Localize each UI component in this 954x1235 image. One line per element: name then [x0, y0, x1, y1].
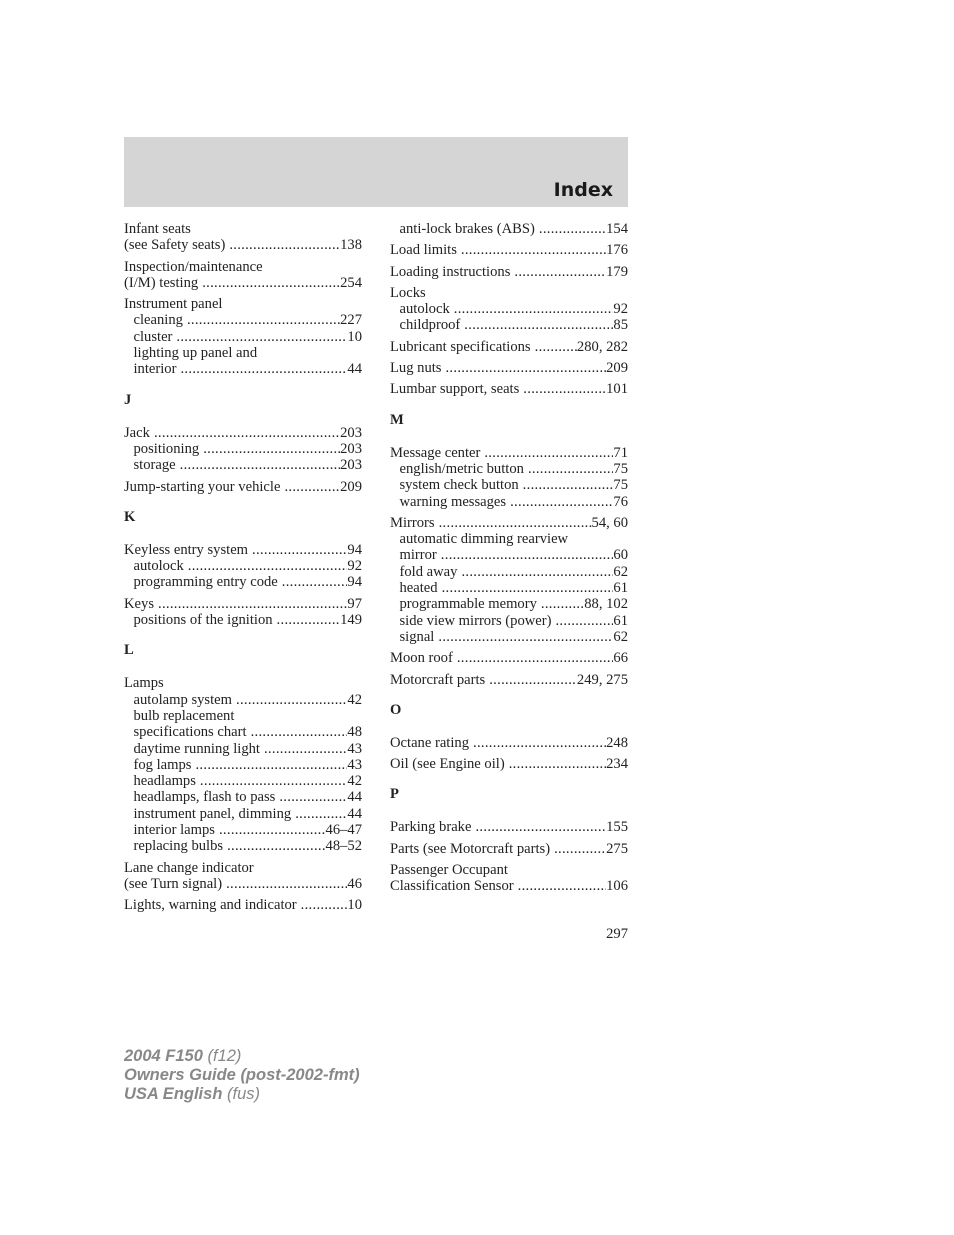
index-entry [390, 735, 628, 751]
index-subentry-line [390, 613, 628, 629]
entry-text: Message center [390, 444, 481, 461]
page-reference: 10 [347, 897, 362, 914]
index-letter-heading: L [124, 642, 134, 659]
entry-text: interior lamps [133, 822, 215, 839]
entry-text: Instrument panel [124, 296, 223, 313]
index-entry-line [124, 259, 362, 275]
entry-text: interior [133, 361, 177, 378]
entry-text: (see Turn signal) [124, 875, 223, 892]
footer-model-code: (f12) [207, 1047, 242, 1065]
entry-text: lighting up panel and [133, 345, 258, 362]
page-reference: 179 [606, 263, 628, 280]
index-subentry-line [124, 838, 362, 854]
page-reference: 62 [613, 563, 628, 580]
dot-leader [475, 819, 606, 835]
dot-leader [454, 301, 614, 317]
entry-text: cluster [133, 328, 173, 345]
page-reference: 44 [347, 805, 362, 822]
index-subentry-line [390, 301, 628, 317]
dot-leader [539, 221, 606, 237]
entry-text: anti-lock brakes (ABS) [399, 221, 535, 237]
page-reference: 48 [347, 724, 362, 741]
index-entry-line [390, 339, 628, 355]
index-entry-line [124, 596, 362, 612]
dot-leader [301, 897, 348, 913]
index-entry-line [124, 675, 362, 691]
page-reference: 275 [606, 840, 628, 857]
page-reference: 48–52 [325, 838, 362, 855]
index-subentry-line [390, 477, 628, 493]
dot-leader [439, 515, 592, 531]
index-subentry-line [390, 317, 628, 333]
index-entry [390, 650, 628, 666]
index-entry-line [124, 221, 362, 237]
entry-text: Classification Sensor [390, 878, 514, 895]
index-subentry-line [124, 312, 362, 328]
dot-leader [279, 789, 347, 805]
footer-language-code: (fus) [227, 1085, 260, 1103]
dot-leader [180, 361, 347, 377]
page-reference: 248 [606, 734, 628, 751]
index-entry-line [124, 275, 362, 291]
index-subentry-line [124, 441, 362, 457]
entry-text: warning messages [399, 493, 507, 510]
index-letter-heading: O [390, 701, 402, 718]
dot-leader [510, 494, 613, 510]
page-reference: 66 [613, 650, 628, 667]
dot-leader [187, 312, 340, 328]
index-entry [124, 259, 362, 292]
dot-leader [464, 317, 613, 333]
index-subentry-line [390, 580, 628, 596]
entry-text: headlamps [133, 773, 196, 790]
dot-leader [523, 381, 606, 397]
dot-leader [523, 477, 614, 493]
index-entry [390, 445, 628, 510]
index-subentry-line [124, 724, 362, 740]
page-reference: 76 [613, 493, 628, 510]
dot-leader [200, 773, 347, 789]
entry-text: Infant seats [124, 221, 191, 237]
dot-leader [442, 580, 614, 596]
entry-text: Lights, warning and indicator [124, 897, 297, 914]
page-reference: 44 [347, 789, 362, 806]
index-subentry-line [390, 596, 628, 612]
dot-leader [176, 329, 347, 345]
entry-text: english/metric button [399, 460, 524, 477]
index-entry [390, 672, 628, 688]
dot-leader [473, 735, 606, 751]
entry-text: (I/M) testing [124, 274, 199, 291]
index-entry-line [124, 237, 362, 253]
entry-text: mirror [399, 547, 437, 564]
page-reference: 176 [606, 242, 628, 259]
dot-leader [484, 445, 613, 461]
index-entry [390, 264, 628, 280]
dot-leader [188, 558, 348, 574]
page-reference: 88, 102 [584, 596, 628, 613]
document-footer [124, 1047, 360, 1104]
dot-leader [509, 756, 606, 772]
entry-text: signal [399, 628, 435, 645]
page-reference: 60 [613, 547, 628, 564]
entry-text: Lane change indicator [124, 859, 254, 876]
index-entry [390, 862, 628, 895]
index-subentry-line [124, 457, 362, 473]
page-reference: 155 [606, 819, 628, 836]
entry-text: storage [133, 457, 176, 474]
entry-text: instrument panel, dimming [133, 805, 292, 822]
index-entry [390, 285, 628, 334]
page-reference: 92 [347, 558, 362, 575]
page-reference: 154 [606, 221, 628, 237]
index-entry-line [124, 897, 362, 913]
entry-text: Locks [390, 284, 426, 301]
page-reference: 94 [347, 541, 362, 558]
page-reference: 227 [340, 312, 362, 329]
index-entry-line [390, 650, 628, 666]
index-column-left [124, 221, 362, 919]
dot-leader [489, 672, 577, 688]
index-subentry-line [390, 221, 628, 237]
index-entry [390, 756, 628, 772]
footer-model: 2004 F150 [124, 1047, 203, 1065]
entry-text: Keyless entry system [124, 541, 249, 558]
entry-text: fold away [399, 563, 458, 580]
index-entry-line [124, 542, 362, 558]
entry-text: Parts (see Motorcraft parts) [390, 840, 551, 857]
index-entry [124, 860, 362, 893]
page-reference: 46 [347, 875, 362, 892]
index-entry [124, 221, 362, 254]
index-subentry-line [390, 531, 628, 547]
dot-leader [438, 629, 613, 645]
entry-text: autolock [133, 558, 184, 575]
dot-leader [445, 360, 606, 376]
dot-leader [277, 612, 341, 628]
index-entry [124, 479, 362, 495]
index-letter-heading: J [124, 391, 132, 408]
page-reference: 203 [340, 424, 362, 441]
dot-leader [554, 841, 606, 857]
page-reference: 101 [606, 381, 628, 398]
page-reference: 94 [347, 574, 362, 591]
dot-leader [227, 838, 325, 854]
index-subentry-line [124, 773, 362, 789]
index-entry-line [390, 285, 628, 301]
index-entry [390, 381, 628, 397]
entry-text: Motorcraft parts [390, 671, 486, 688]
entry-text: Parking brake [390, 819, 472, 836]
page-reference: 75 [613, 460, 628, 477]
dot-leader [514, 264, 606, 280]
index-letter-heading: M [390, 411, 404, 428]
index-subentry-line [124, 558, 362, 574]
index-entry [390, 515, 628, 645]
page-reference: 203 [340, 440, 362, 457]
dot-leader [518, 878, 606, 894]
page-reference: 71 [613, 444, 628, 461]
index-entry-line [124, 479, 362, 495]
index-entry-line [390, 360, 628, 376]
entry-text: Loading instructions [390, 263, 511, 280]
entry-text: headlamps, flash to pass [133, 789, 276, 806]
page-reference: 234 [606, 756, 628, 773]
entry-text: bulb replacement [133, 707, 235, 724]
index-entry [390, 242, 628, 258]
page-reference: 54, 60 [591, 514, 628, 531]
page-reference: 92 [613, 301, 628, 318]
index-subentry-line [124, 612, 362, 628]
footer-guide: Owners Guide (post-2002-fmt) [124, 1066, 360, 1084]
entry-text: Moon roof [390, 650, 453, 667]
page-reference: 106 [606, 878, 628, 895]
index-entry-line [390, 264, 628, 280]
index-entry-line [390, 735, 628, 751]
index-subentry-line [390, 461, 628, 477]
entry-text: Oil (see Engine oil) [390, 756, 505, 773]
dot-leader [195, 757, 347, 773]
entry-text: Lamps [124, 675, 164, 692]
page-title: Index [553, 179, 613, 201]
entry-text: Lubricant specifications [390, 338, 531, 355]
entry-text: (see Safety seats) [124, 237, 226, 254]
dot-leader [252, 542, 347, 558]
page-reference: 209 [340, 478, 362, 495]
index-entry [390, 221, 628, 237]
page-reference: 10 [347, 328, 362, 345]
entry-text: system check button [399, 477, 519, 494]
index-entry-line [390, 819, 628, 835]
dot-leader [264, 741, 347, 757]
entry-text: programming entry code [133, 574, 278, 591]
entry-text: Octane rating [390, 734, 470, 751]
page-reference: 61 [613, 612, 628, 629]
index-entry-line [390, 756, 628, 772]
entry-text: positions of the ignition [133, 612, 273, 629]
entry-text: fog lamps [133, 756, 192, 773]
index-subentry-line [124, 345, 362, 361]
entry-text: programmable memory [399, 596, 537, 613]
index-subentry-line [390, 494, 628, 510]
index-entry-line [390, 445, 628, 461]
index-entry-line [390, 862, 628, 878]
entry-text: Passenger Occupant [390, 862, 508, 879]
page-reference: 254 [340, 274, 362, 291]
index-entry [390, 360, 628, 376]
index-entry-line [390, 841, 628, 857]
index-subentry-line [124, 361, 362, 377]
entry-text: Lug nuts [390, 360, 442, 377]
index-entry [124, 897, 362, 913]
entry-text: Mirrors [390, 514, 435, 531]
index-entry-line [124, 425, 362, 441]
entry-text: heated [399, 580, 438, 597]
index-subentry-line [124, 757, 362, 773]
index-subentry-line [390, 564, 628, 580]
index-entry [124, 425, 362, 474]
page-reference: 43 [347, 756, 362, 773]
entry-text: Load limits [390, 242, 457, 259]
index-subentry-line [124, 806, 362, 822]
entry-text: childproof [399, 317, 461, 334]
index-entry-line [124, 876, 362, 892]
entry-text: automatic dimming rearview [399, 531, 569, 548]
dot-leader [541, 596, 584, 612]
page-reference: 280, 282 [576, 338, 628, 355]
index-entry [124, 675, 362, 854]
page-number: 297 [606, 926, 628, 942]
page-reference: 61 [613, 580, 628, 597]
entry-text: side view mirrors (power) [399, 612, 552, 629]
page-reference: 44 [347, 361, 362, 378]
page-reference: 97 [347, 595, 362, 612]
page-reference: 42 [347, 773, 362, 790]
index-subentry-line [124, 692, 362, 708]
dot-leader [229, 237, 340, 253]
dot-leader [441, 547, 614, 563]
page-reference: 138 [340, 237, 362, 254]
dot-leader [219, 822, 326, 838]
dot-leader [461, 242, 606, 258]
index-letter-heading: K [124, 508, 136, 525]
dot-leader [461, 564, 613, 580]
entry-text: replacing bulbs [133, 838, 224, 855]
dot-leader [535, 339, 577, 355]
index-entry-line [390, 515, 628, 531]
entry-text: Jump-starting your vehicle [124, 478, 281, 495]
dot-leader [295, 806, 347, 822]
entry-text: daytime running light [133, 740, 260, 757]
dot-leader [236, 692, 347, 708]
index-entry-line [124, 296, 362, 312]
dot-leader [226, 876, 347, 892]
page-reference: 42 [347, 691, 362, 708]
page-reference: 46–47 [325, 822, 362, 839]
page-reference: 62 [613, 628, 628, 645]
index-entry-line [390, 242, 628, 258]
index-entry [390, 819, 628, 835]
page-reference: 85 [613, 317, 628, 334]
dot-leader [154, 425, 340, 441]
entry-text: Keys [124, 595, 154, 612]
dot-leader [282, 574, 348, 590]
index-subentry-line [390, 629, 628, 645]
index-letter-heading: P [390, 786, 399, 803]
index-subentry-line [124, 708, 362, 724]
index-entry-line [124, 860, 362, 876]
entry-text: Jack [124, 424, 150, 441]
dot-leader [457, 650, 614, 666]
dot-leader [158, 596, 347, 612]
page-reference: 43 [347, 740, 362, 757]
index-entry [390, 841, 628, 857]
index-entry [124, 596, 362, 629]
entry-text: positioning [133, 440, 200, 457]
entry-text: cleaning [133, 312, 183, 329]
index-subentry-line [124, 574, 362, 590]
entry-text: autolamp system [133, 691, 232, 708]
index-entry [390, 339, 628, 355]
index-entry-line [390, 672, 628, 688]
page-reference: 149 [340, 612, 362, 629]
dot-leader [202, 275, 340, 291]
index-column-right [390, 221, 628, 900]
index-subentry-line [390, 547, 628, 563]
page-reference: 249, 275 [576, 671, 628, 688]
entry-text: Lumbar support, seats [390, 381, 520, 398]
index-entry [124, 542, 362, 591]
index-entry [124, 296, 362, 377]
dot-leader [528, 461, 613, 477]
entry-text: autolock [399, 301, 450, 318]
page-reference: 209 [606, 360, 628, 377]
dot-leader [251, 724, 348, 740]
page-reference: 75 [613, 477, 628, 494]
footer-language: USA English [124, 1085, 223, 1103]
dot-leader [180, 457, 340, 473]
page-reference: 203 [340, 457, 362, 474]
dot-leader [203, 441, 340, 457]
index-entry-line [390, 381, 628, 397]
dot-leader [555, 613, 613, 629]
index-subentry-line [124, 789, 362, 805]
entry-text: specifications chart [133, 724, 247, 741]
index-entry-line [390, 878, 628, 894]
index-header-band [124, 137, 628, 207]
dot-leader [284, 479, 340, 495]
index-subentry-line [124, 822, 362, 838]
index-subentry-line [124, 741, 362, 757]
entry-text: Inspection/maintenance [124, 258, 263, 275]
index-subentry-line [124, 329, 362, 345]
